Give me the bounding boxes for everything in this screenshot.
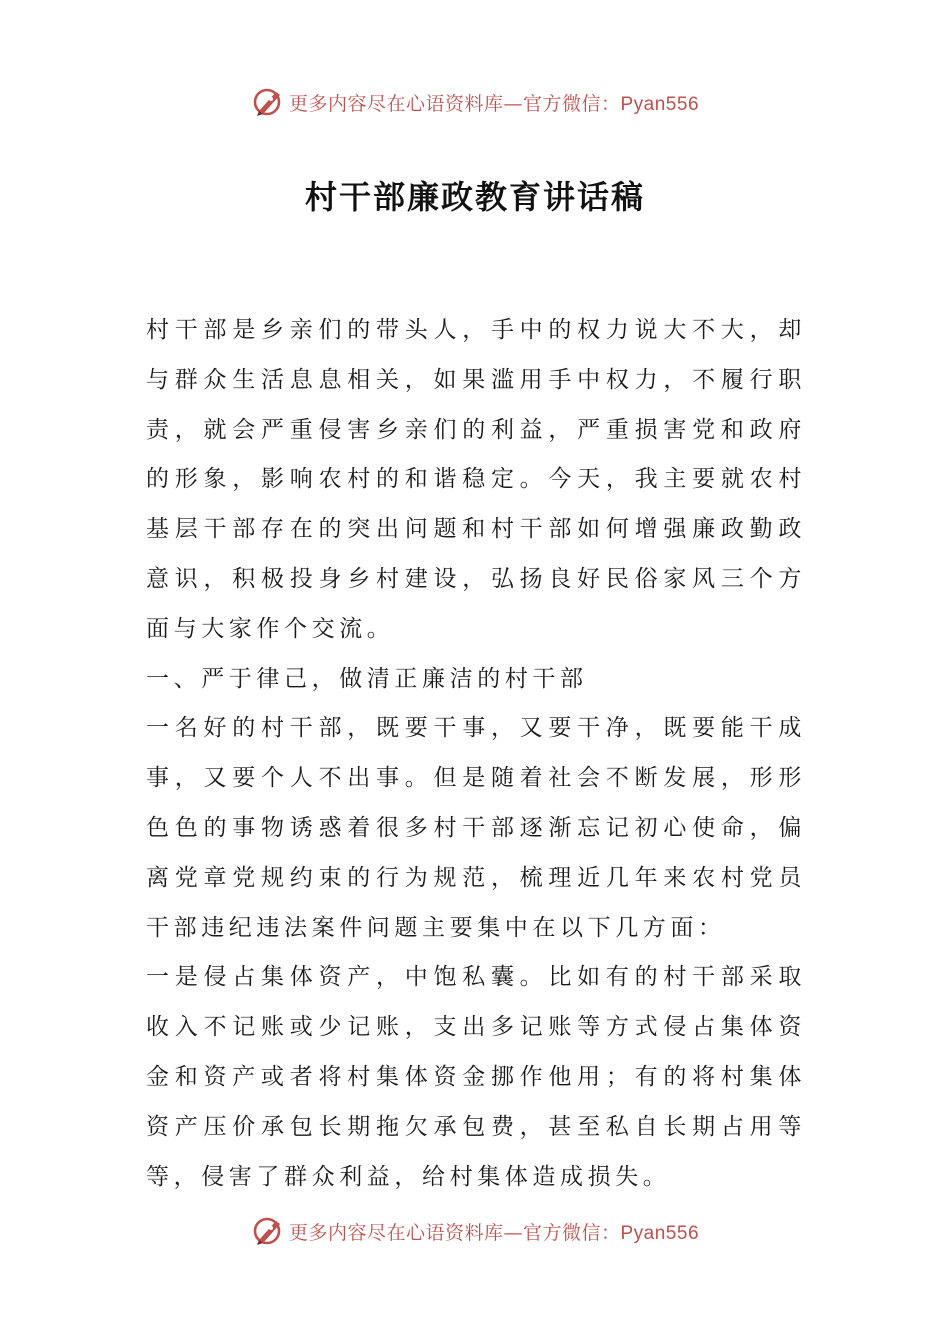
paragraph: 一名好的村干部，既要干事，又要干净，既要能干成事，又要个人不出事。但是随着社会不断发展，形形色色的事物诱惑着很多村干部逐渐忘记初心使命，偏离党章党规约束的行为规范，梳理近几年来农村党员干部违纪违法案件问题主要集中在以下几方面：: [146, 715, 806, 941]
document-body: [146, 306, 806, 1202]
wechat-id: Pyan556: [620, 93, 700, 115]
banner-text: 更多内容尽在心语资料库—官方微信：Pyan556: [288, 1221, 700, 1244]
footer-banner: [0, 1211, 950, 1251]
paragraph: 村干部是乡亲们的带头人，手中的权力说大不大，却与群众生活息息相关，如果滥用手中权力，不履行职责，就会严重侵害乡亲们的利益，严重损害党和政府的形象，影响农村的和谐稳定。今天，我主要就农村基层干部存在的突出问题和村干部如何增强廉政勤政意识，积极投身乡村建设，弘扬良好民俗家风三个方面与大家作个交流。: [146, 317, 806, 642]
header-banner: [0, 82, 950, 122]
document-title: 村干部廉政教育讲话稿: [304, 178, 645, 216]
pen-logo-icon: [251, 85, 285, 119]
wechat-id: Pyan556: [620, 1222, 700, 1244]
paragraph: 一是侵占集体资产，中饱私囊。比如有的村干部采取收入不记账或少记账，支出多记账等方式侵占集体资金和资产或者将村集体资金挪作他用；有的将村集体资产压价承包长期拖欠承包费，甚至私自长期占用等等，侵害了群众利益，给村集体造成损失。: [146, 964, 806, 1190]
section-heading: 一、严于律己，做清正廉洁的村干部: [146, 665, 588, 692]
pen-logo-icon: [251, 1214, 285, 1248]
banner-text: 更多内容尽在心语资料库—官方微信：Pyan556: [288, 92, 700, 115]
